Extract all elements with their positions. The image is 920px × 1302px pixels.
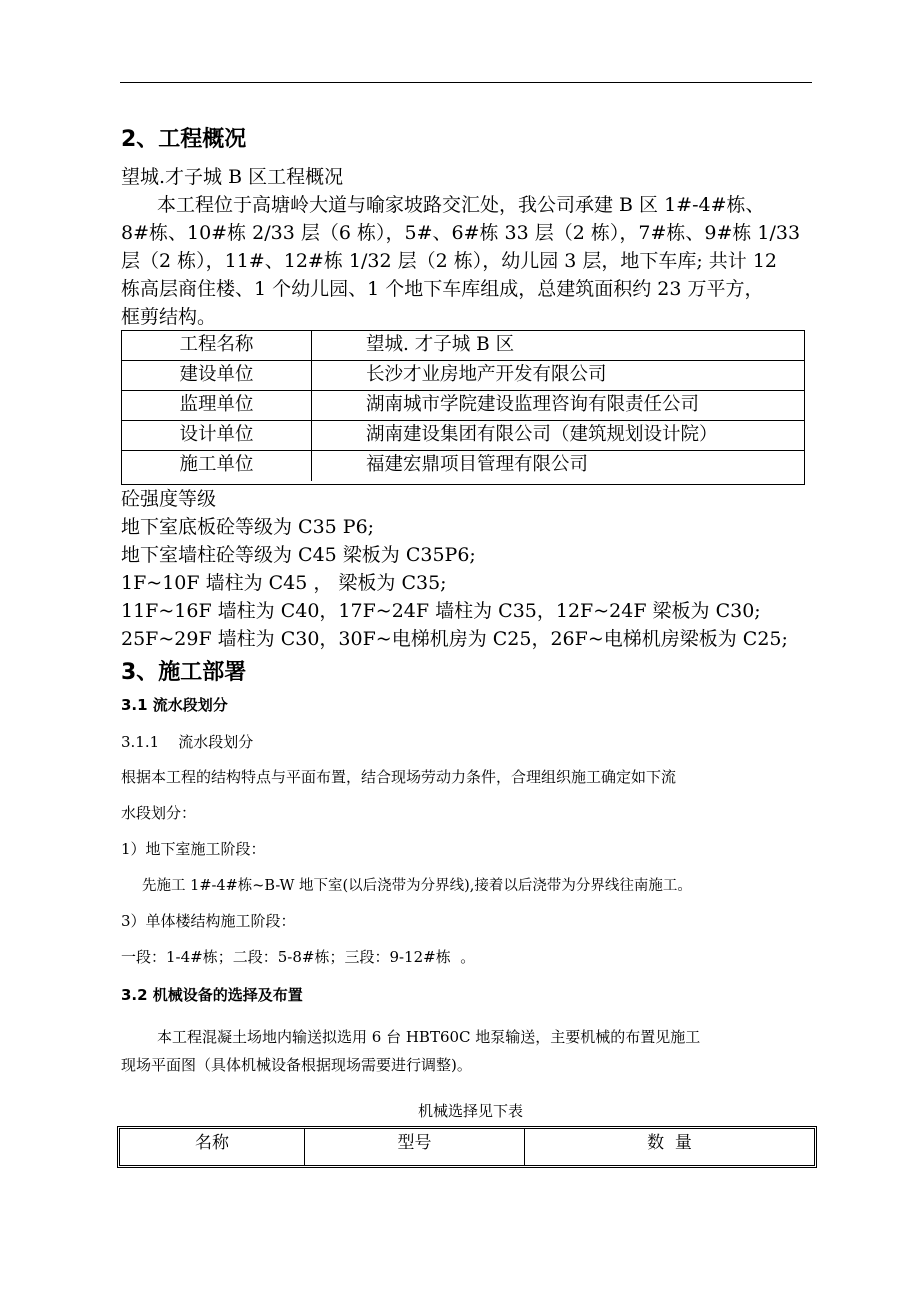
paragraph-line: 层（2 栋），11#、12#栋 1/32 层（2 栋），幼儿园 3 层，地下车库; 共计 12 — [121, 250, 778, 272]
table-label-cell: 设计单位 — [122, 421, 312, 450]
machine-table — [117, 1126, 817, 1168]
stage-1-title: 1）地下室施工阶段： — [121, 840, 266, 858]
table-value-cell: 湖南建设集团有限公司（建筑规划设计院） — [366, 424, 718, 445]
project-info-table — [121, 330, 805, 485]
table-row — [122, 391, 804, 421]
table-value-cell: 长沙才业房地产开发有限公司 — [366, 364, 607, 385]
table-value-cell: 湖南城市学院建设监理咨询有限责任公司 — [366, 394, 700, 415]
table-header-cell: 型号 — [305, 1129, 525, 1165]
paragraph-line: 栋高层商住楼、1 个幼儿园、1 个地下车库组成，总建筑面积约 23 万平方， — [121, 278, 764, 300]
table-row — [122, 421, 804, 451]
concrete-grade-title: 砼强度等级 — [121, 488, 217, 510]
paragraph-line: 现场平面图（具体机械设备根据现场需要进行调整)。 — [121, 1056, 472, 1074]
stage-3-title: 3）单体楼结构施工阶段： — [121, 912, 296, 930]
header-rule — [120, 82, 812, 83]
table-value-cell: 福建宏鼎项目管理有限公司 — [366, 454, 589, 475]
table-label-cell: 建设单位 — [122, 361, 312, 390]
stage-3-text: 一段：1-4#栋；二段：5-8#栋；三段：9-12#栋 。 — [121, 948, 476, 966]
section-3-heading: 3、施工部署 — [121, 660, 247, 685]
section-2-heading: 2、工程概况 — [121, 127, 247, 152]
machine-table-caption: 机械选择见下表 — [418, 1102, 524, 1120]
table-label-cell: 工程名称 — [122, 331, 312, 360]
subsection-3-1-1-title: 3.1.1 流水段划分 — [121, 733, 254, 751]
paragraph-line: 本工程位于高塘岭大道与喻家坡路交汇处，我公司承建 B 区 1#-4#栋、 — [157, 194, 765, 216]
paragraph-line: 根据本工程的结构特点与平面布置，结合现场劳动力条件，合理组织施工确定如下流 — [121, 768, 677, 786]
subsection-3-2-title: 3.2 机械设备的选择及布置 — [121, 986, 303, 1004]
table-label-cell: 监理单位 — [122, 391, 312, 420]
paragraph-line: 水段划分： — [121, 804, 197, 822]
table-header-cell: 名称 — [120, 1129, 305, 1165]
concrete-line: 11F~16F 墙柱为 C40，17F~24F 墙柱为 C35，12F~24F 梁板为 C30; — [121, 600, 761, 622]
concrete-line: 地下室底板砼等级为 C35 P6; — [121, 516, 375, 538]
table-label-cell: 施工单位 — [122, 451, 312, 481]
table-row — [122, 361, 804, 391]
table-header-cell: 数 量 — [647, 1133, 692, 1153]
paragraph-line: 框剪结构。 — [121, 306, 217, 328]
concrete-line: 地下室墙柱砼等级为 C45 梁板为 C35P6; — [121, 544, 476, 566]
stage-1-text: 先施工 1#-4#栋~B-W 地下室(以后浇带为分界线),接着以后浇带为分界线往南施工。 — [142, 878, 692, 894]
concrete-line: 1F~10F 墙柱为 C45 ， 梁板为 C35; — [121, 572, 447, 594]
paragraph-line: 本工程混凝土场地内输送拟选用 6 台 HBT60C 地泵输送，主要机械的布置见施工 — [157, 1028, 701, 1046]
table-row — [122, 451, 804, 481]
paragraph-line: 8#栋、10#栋 2/33 层（6 栋），5#、6#栋 33 层（2 栋），7#栋、9#栋 1/33 — [121, 222, 801, 244]
project-subtitle: 望城.才子城 B 区工程概况 — [121, 166, 344, 188]
table-value-cell: 望城. 才子城 B 区 — [366, 334, 515, 355]
concrete-line: 25F~29F 墙柱为 C30，30F~电梯机房为 C25，26F~电梯机房梁板为 C25; — [121, 628, 788, 650]
subsection-3-1-title: 3.1 流水段划分 — [121, 696, 228, 714]
table-row — [122, 331, 804, 361]
